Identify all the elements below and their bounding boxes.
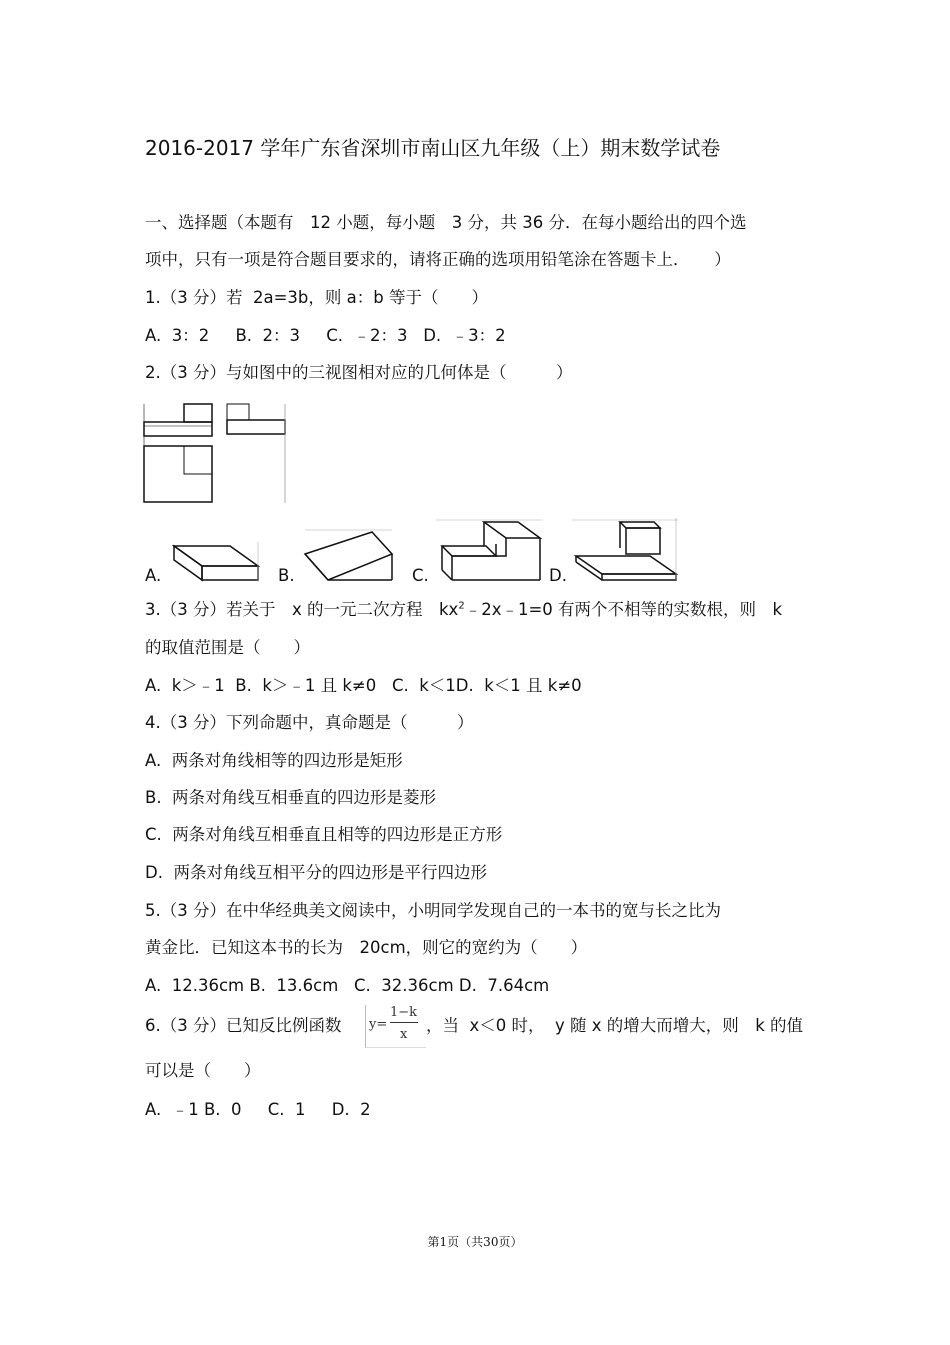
q6-stem-a: 6.（3 分）已知反比例函数 — [145, 1016, 342, 1035]
section-intro-line2: 项中，只有一项是符合题目要求的，请将正确的选项用铅笔涂在答题卡上． ） — [145, 250, 731, 269]
section-intro-line1: 一、选择题（本题有 12 小题，每小题 3 分，共 36 分．在每小题给出的四个选 — [145, 213, 747, 232]
q1-stem: 1.（3 分）若 2a=3b，则 a：b 等于（ ） — [145, 288, 488, 307]
option-a-figure — [170, 542, 260, 584]
q2-option-d-label: D. — [549, 566, 567, 585]
q5-options: A. 12.36cm B. 13.6cm C. 32.36cm D. 7.64cm — [145, 976, 550, 995]
q2-option-a-label: A. — [145, 566, 162, 585]
q4-option-b: B. 两条对角线互相垂直的四边形是菱形 — [145, 788, 437, 807]
q2-stem: 2.（3 分）与如图中的三视图相对应的几何体是（ ） — [145, 363, 573, 382]
page-title: 2016-2017 学年广东省深圳市南山区九年级（上）期末数学试卷 — [145, 136, 721, 160]
q4-option-c: C. 两条对角线互相垂直且相等的四边形是正方形 — [145, 825, 503, 844]
q3-stem-line2: 的取值范围是（ ） — [145, 638, 310, 657]
side-view — [227, 420, 285, 434]
q2-option-b-label: B. — [278, 566, 295, 585]
formula-lhs: y= — [369, 1017, 388, 1032]
q4-option-d: D. 两条对角线互相平分的四边形是平行四边形 — [145, 863, 487, 882]
q4-stem: 4.（3 分）下列命题中，真命题是（ ） — [145, 713, 474, 732]
page-footer: 第1页（共30页） — [427, 1235, 523, 1249]
q3-options: A. k＞﹣1 B. k＞﹣1 且 k≠0 C. k＜1D. k＜1 且 k≠0 — [145, 676, 582, 695]
q3-stem: 3.（3 分）若关于 x 的一元二次方程 $kx^2﹣2x﹣1=0$ 有两个不相等的实数根，则 k — [145, 600, 783, 619]
q5-stem-line2: 黄金比．已知这本书的长为 20cm，则它的宽约为（ ） — [145, 938, 588, 957]
front-view — [144, 422, 212, 436]
three-views-figure — [140, 400, 290, 506]
q5-stem: 5.（3 分）在中华经典美文阅读中，小明同学发现自己的一本书的宽与长之比为 — [145, 901, 721, 920]
q2-option-c-label: C. — [412, 566, 429, 585]
q4-option-a: A. 两条对角线相等的四边形是矩形 — [145, 751, 403, 770]
option-d-figure — [572, 518, 682, 584]
q1-options: A. 3：2 B. 2：3 C. ﹣2：3 D. ﹣3：2 — [145, 326, 506, 345]
formula-numerator: 1−k — [390, 1005, 418, 1020]
option-c-figure — [436, 518, 546, 584]
formula-denominator: x — [400, 1027, 408, 1042]
q6-options: A. ﹣1 B. 0 C. 1 D. 2 — [145, 1100, 371, 1119]
q6-stem-b: ，当 x＜0 时， y 随 x 的增大而增大，则 k 的值 — [426, 1016, 804, 1035]
inverse-function-formula — [365, 1005, 426, 1048]
option-b-figure — [302, 530, 397, 585]
q6-stem-line2: 可以是（ ） — [145, 1061, 261, 1080]
